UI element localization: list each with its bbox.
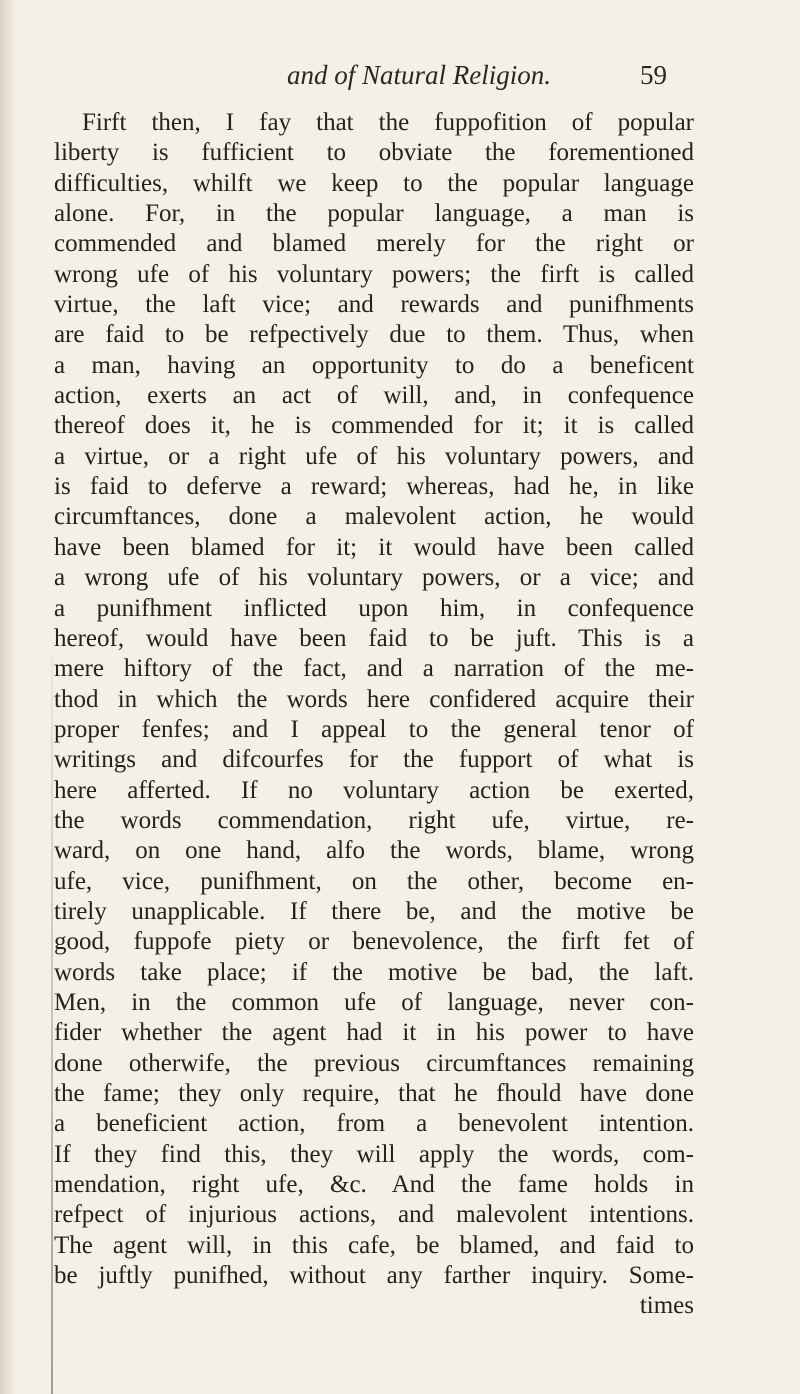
margin-shadow <box>51 658 53 1394</box>
text-line: liberty is fufficient to obviate the forementioned <box>54 139 694 167</box>
text-line: writings and difcourfes for the fupport of what is <box>54 746 694 774</box>
page-gutter-shadow <box>0 0 14 1394</box>
page-header <box>0 60 800 100</box>
text-line: commended and blamed merely for the right or <box>54 230 694 258</box>
text-line: done otherwife, the previous circumftances remaining <box>54 1049 694 1077</box>
text-line: good, fuppofe piety or benevolence, the firft fet of <box>54 928 694 956</box>
text-line: refpect of injurious actions, and malevolent intentions. <box>54 1201 694 1229</box>
page-number: 59 <box>640 60 667 90</box>
text-line: tirely unapplicable. If there be, and the motive be <box>54 897 694 925</box>
text-line: thod in which the words here confidered acquire their <box>54 685 694 713</box>
text-line: alone. For, in the popular language, a man is <box>54 200 694 228</box>
text-line: mendation, right ufe, &c. And the fame holds in <box>54 1171 694 1199</box>
text-line: the words commendation, right ufe, virtue, re- <box>54 806 694 834</box>
text-line: thereof does it, he is commended for it; it is called <box>54 412 694 440</box>
text-line: the fame; they only require, that he fhould have done <box>54 1080 694 1107</box>
text-line: a wrong ufe of his voluntary powers, or a vice; and <box>54 564 694 592</box>
text-line: fider whether the agent had it in his power to have <box>54 1019 694 1047</box>
text-line: If they find this, they will apply the words, com- <box>54 1140 694 1168</box>
text-line: mere hiftory of the fact, and a narration of the me- <box>54 655 694 683</box>
text-line: be juftly punifhed, without any farther inquiry. Some- <box>54 1262 694 1290</box>
running-head: and of Natural Religion. <box>287 60 552 90</box>
text-line: words take place; if the motive be bad, the laft. <box>54 958 694 986</box>
text-line: Men, in the common ufe of language, never con- <box>54 988 694 1016</box>
text-line: action, exerts an act of will, and, in confequence <box>54 382 694 410</box>
text-line: hereof, would have been faid to be juft. This is a <box>54 624 694 652</box>
body-paragraph <box>54 108 694 1322</box>
catchword: times <box>639 1292 694 1320</box>
text-line: ufe, vice, punifhment, on the other, become en- <box>54 867 694 895</box>
text-line: difficulties, whilft we keep to the popular language <box>54 169 694 197</box>
text-line: a man, having an opportunity to do a beneficent <box>54 351 694 379</box>
text-line: a beneficient action, from a benevolent intention. <box>54 1110 694 1138</box>
text-line: here afferted. If no voluntary action be exerted, <box>54 776 694 804</box>
text-line: are faid to be refpectively due to them. Thus, when <box>54 321 694 349</box>
text-line: circumftances, done a malevolent action, he would <box>54 503 694 531</box>
text-line: The agent will, in this cafe, be blamed, and faid to <box>54 1231 694 1259</box>
text-line: a virtue, or a right ufe of his voluntary powers, and <box>54 442 694 470</box>
text-line: proper fenfes; and I appeal to the general tenor of <box>54 715 694 743</box>
text-line: Firft then, I fay that the fuppofition of popular <box>82 109 694 136</box>
text-line: is faid to deferve a reward; whereas, had he, in like <box>54 473 694 501</box>
text-line: a punifhment inflicted upon him, in confequence <box>54 594 694 622</box>
text-line: wrong ufe of his voluntary powers; the firft is called <box>54 260 694 288</box>
text-line: have been blamed for it; it would have been called <box>54 533 694 561</box>
text-line: virtue, the laft vice; and rewards and punifhments <box>54 291 694 319</box>
text-line: ward, on one hand, alfo the words, blame, wrong <box>54 837 694 865</box>
